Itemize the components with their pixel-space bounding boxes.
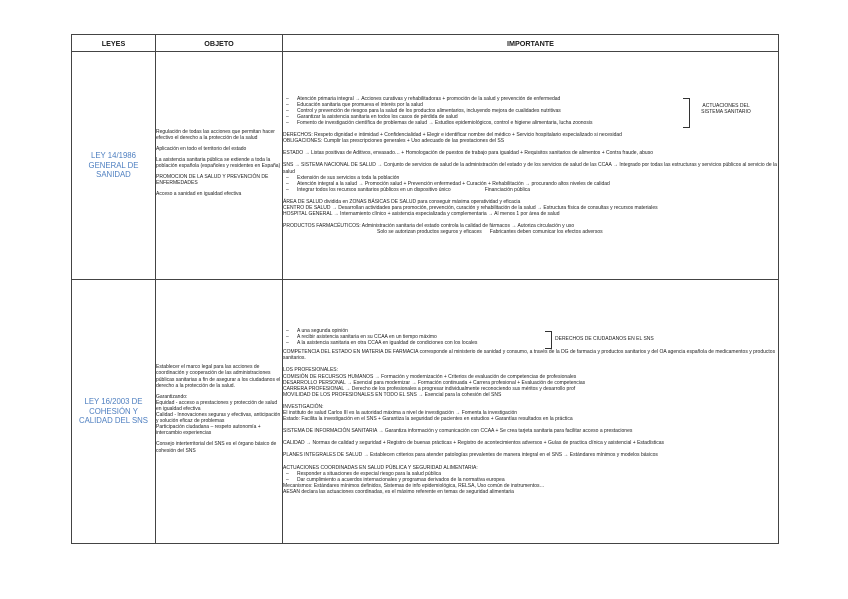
mecanismos-text: Mecanismos: Estándares mínimos definidos, Sistemas de info epidemiológica, RELSA, Uso común de instrumentos… [283,482,545,489]
list-item: – Responder a situaciones de especial riesgo para la salud pública [283,471,778,477]
list-item: – Atención primaria integral → Acciones curativas y rehabilitadoras + promoción de la salud y prevención de enfermedad [283,96,673,102]
obligaciones-text: OBLIGACIONES: Cumplir las prescripciones generales + Uso adecuado de las prestaciones del SS [283,138,505,145]
centro-text: CENTRO DE SALUD → Desarrollan actividades para promoción, prevención, curación y rehabilitación de la salud → Estructura física de consultas y recursos materiales [283,204,658,211]
area-text: ÁREA DE SALUD dividida en ZONAS BÁSICAS DE SALUD para conseguir máxima operatividad y eficacia [283,198,521,205]
farma-subline [283,229,778,235]
list-item: – Atención integral a la salud → Promoción salud + Prevención enfermedad + Curación + Rehabilitación → procurando altos niveles de calidad [283,181,778,187]
importante-cell [283,52,779,280]
sns-text: SNS → SISTEMA NACIONAL DE SALUD → Conjunto de servicios de salud de la administración del estado y de los servicios de salud de las CCAA → Integrado por todas las estructuras y servicios públicos al servicio de la salud [283,162,777,175]
derechos-group [283,328,778,346]
estado-text: ESTADO → Listas positivas de Aditivos, envasado… + Homologación de puestos de trabajo para igualdad + Requisitos sanitarios de alimentos + Contra fraude, abuso [283,150,653,157]
calidad-text: CALIDAD → Normas de calidad y seguridad + Registro de buenas prácticas + Registro de acontecimientos adversos + Guías de practica clínica y asistencial + Estadísticas [283,440,665,447]
profesionales-line: MOVILIDAD DE LOS PROFESIONALES EN TODO EL SNS → Esencial para la cohesión del SNS [283,391,502,398]
objeto-cell [156,52,283,280]
table-row-ley-14-1986 [72,52,779,280]
profesionales-line: COMISIÓN DE RECURSOS HUMANOS → Formación y modernización + Criterios de evaluación de competencias de profesionales [283,373,577,380]
objeto-paragraph: PROMOCION DE LA SALUD Y PREVENCIÓN DE ENFERMEDADES [156,174,269,187]
list-item: – A recibir asistencia sanitaria en su CCAA en un tiempo máximo [283,334,543,340]
list-item: – A la asistencia sanitaria en otra CCAA en igualdad de condiciones con los locales [283,340,543,346]
law-name: LEY 14/1986 GENERAL DE SANIDAD [72,52,156,280]
derechos-text: DERECHOS: Respeto dignidad e intimidad + Confidencialidad + Elegir e identificar nombre del médico + Servicio hospitalario especializado si necesidad [283,132,622,139]
laws-table [71,34,779,544]
law-name: LEY 16/2003 DE COHESIÓN Y CALIDAD DEL SNS [72,280,156,544]
importante-cell [283,280,779,544]
planes-text: PLANES INTEGRALES DE SALUD → Establecen criterios para atender patologías prevalentes de manera integral en el SNS → Estándares mínimos y modelos básicos [283,452,658,459]
farma-seguros-text: Solo se autorizan productos seguros y eficaces [377,229,482,236]
list-item: – Control y prevención de riesgos para la salud de los productos alimentarios, incluyendo mejora de cualidades nutritivas [283,108,673,114]
objeto-paragraph: Establecer el marco legal para las acciones de coordinación y cooperación de las administraciones públicas sanitarias a fin de asegurar a los ciudadanos el derecho a la protección de la salud. [156,364,281,389]
actuaciones-label: ACTUACIONES DEL SISTEMA SANITARIO [701,102,751,115]
profesionales-title: LOS PROFESIONALES: [283,367,339,374]
table-row-ley-16-2003 [72,280,779,544]
investigacion-line: Estado: Facilita la investigación en el SNS + Garantiza la seguridad de pacientes en estudios + Garantías resultados en la práctica [283,416,573,423]
investigacion-title: INVESTIGACIÓN: [283,403,324,410]
objeto-paragraph: Acceso a sanidad en igualdad efectiva [156,191,242,198]
list-item: – Extensión de sus servicios a toda la población [283,175,778,181]
objeto-paragraph: Regulación de todas las acciones que permitan hacer efectivo el derecho a la protección de la salud [156,128,275,141]
actuaciones-group [283,96,778,126]
bracket [683,98,690,128]
list-item-text: Integrar todos los recursos sanitarios públicos en un dispositivo único [297,186,451,193]
objeto-cell [156,280,283,544]
aesan-text: AESAN declara las actuaciones coordinadas, es el máximo referente en temas de seguridad alimentaria [283,488,514,495]
objeto-paragraph: Garantizando: Equidad - acceso a prestaciones y protección de salud en igualdad efectiva Calidad - Innovaciones seguras y efectivas, anticipación y solución eficaz de problemas Participación ciudadana – respeto autonomía + intercambio experiencias [156,393,281,437]
objeto-paragraph: La asistencia sanitaria pública se extiende a toda la población española (españoles y residentes en España) [156,156,281,169]
farma-text: PRODUCTOS FARMACÉUTICOS: Administración sanitaria del estado controla la calidad de fármacos → Autoriza circulación y uso [283,223,575,230]
list-item: – Dar cumplimiento a acuerdos internacionales y programas derivados de la normativa europea [283,477,778,483]
header-row [72,35,779,52]
investigacion-line: El instituto de salud Carlos III es la autoridad máxima a nivel de investigación → Fomenta la investigación [283,410,518,417]
bracket [545,331,552,349]
header-objeto: OBJETO [156,35,283,52]
list-item: – Educación sanitaria que promueva el interés por la salud [283,102,673,108]
farma-adversos-text: Fabricantes deben comunicar los efectos adversos [489,229,603,236]
financiacion-text: Financiación pública [484,186,531,193]
profesionales-line: CARRERA PROFESIONAL → Derecho de los profesionales a progresar individualmente reconociendo sus méritos y desarrollo prof [283,385,576,392]
actuaciones-title: ACTUACIONES COORDINADAS EN SALUD PÚBLICA Y SEGURIDAD ALIMENTARIA: [283,464,478,471]
hospital-text: HOSPITAL GENERAL → Internamiento clínico + asistencia especializada y complementaria → Al menos 1 por área de salud [283,211,560,218]
objeto-paragraph: Aplicación en todo el territorio del estado [156,145,247,152]
header-importante: IMPORTANTE [283,35,779,52]
sistema-info-text: SISTEMA DE INFORMACIÓN SANITARIA → Garantiza información y comunicación con CCAA + Se crea tarjeta sanitaria para facilitar acceso a prestaciones [283,428,633,435]
competencia-text: COMPETENCIA DEL ESTADO EN MATERIA DE FARMACIA corresponde al ministerio de sanidad y consumo, a través de la DG de farmacia y productos sanitarios y del OA agencia española de medicamentos y productos sanitarios. [283,349,776,362]
list-item: – Fomento de investigación científica de problemas de salud → Estudios epidemiológicos, control e higiene alimentaria, lucha zoonosis [283,120,673,126]
derechos-label: DERECHOS DE CIUDADANOS EN EL SNS [555,336,654,343]
list-item [283,187,778,193]
profesionales-line: DESARROLLO PERSONAL → Esencial para modernizar → Formación continuada + Carrera profesional + Evaluación de competencias [283,379,586,386]
list-item: – A una segunda opinión [283,328,543,334]
header-leyes: LEYES [72,35,156,52]
objeto-paragraph: Consejo interterritorial del SNS es el órgano básico de cohesión del SNS [156,441,277,454]
list-item: – Garantizar la asistencia sanitaria en todos los casos de pérdida de salud [283,114,673,120]
